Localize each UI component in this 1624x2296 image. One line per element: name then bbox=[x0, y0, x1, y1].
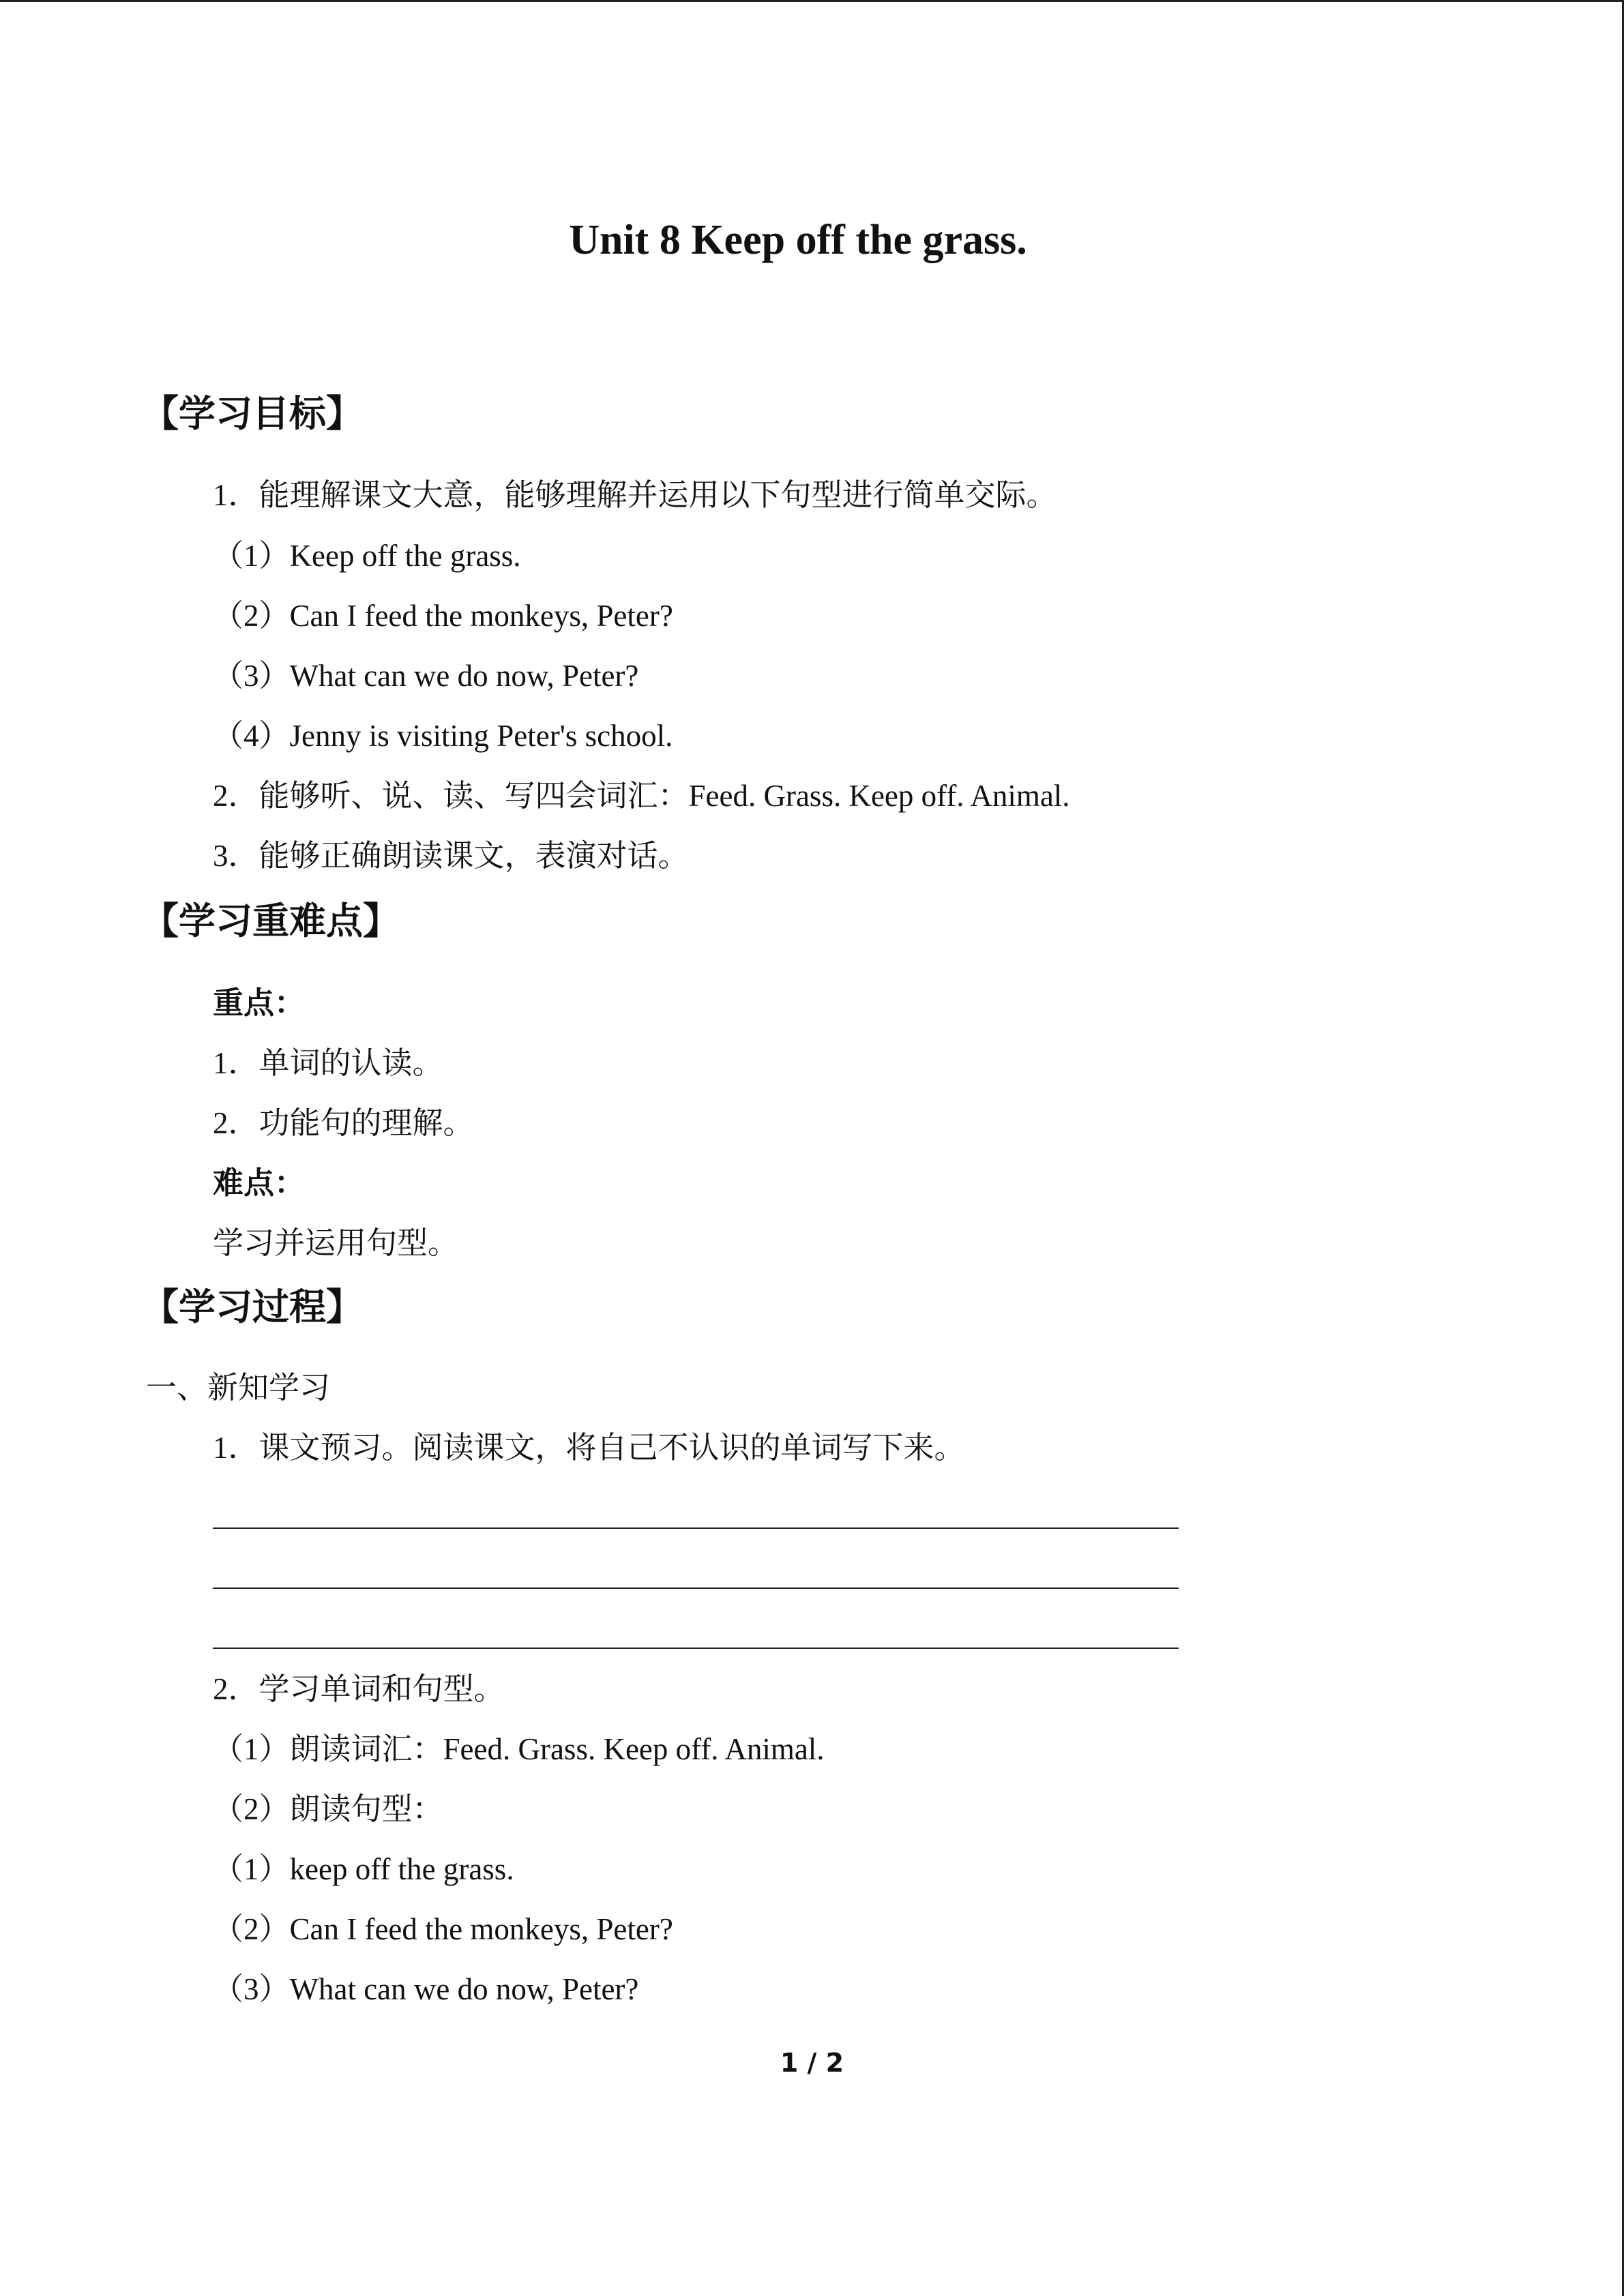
goal-sentence-1: （1）Keep off the grass. bbox=[213, 539, 521, 573]
process-step-2: 2．学习单词和句型。 bbox=[213, 1672, 505, 1706]
answer-line-1[interactable] bbox=[213, 1527, 1179, 1529]
goal-item-1: 1．能理解课文大意，能够理解并运用以下句型进行简单交际。 bbox=[213, 478, 1057, 512]
read-words: （1）朗读词汇：Feed. Grass. Keep off. Animal. bbox=[213, 1732, 825, 1766]
page-number: 1 / 2 bbox=[780, 2048, 844, 2078]
key-item-1: 1．单词的认读。 bbox=[213, 1046, 443, 1080]
practice-sentence-2: （2）Can I feed the monkeys, Peter? bbox=[213, 1912, 673, 1946]
goal-sentence-3: （3）What can we do now, Peter? bbox=[213, 659, 639, 693]
read-sentences-label: （2）朗读句型： bbox=[213, 1792, 443, 1826]
keypoints-heading: 【学习重难点】 bbox=[142, 899, 400, 942]
goal-item-3: 3．能够正确朗读课文，表演对话。 bbox=[213, 839, 689, 873]
practice-sentence-3: （3）What can we do now, Peter? bbox=[213, 1972, 639, 2006]
difficult-label: 难点： bbox=[213, 1165, 306, 1201]
practice-sentence-1: （1）keep off the grass. bbox=[213, 1852, 514, 1886]
process-heading: 【学习过程】 bbox=[142, 1285, 363, 1328]
goal-sentence-4: （4）Jenny is visiting Peter's school. bbox=[213, 719, 673, 753]
process-step-1: 1．课文预习。阅读课文，将自己不认识的单词写下来。 bbox=[213, 1431, 965, 1465]
difficult-item-1: 学习并运用句型。 bbox=[213, 1226, 459, 1260]
goals-heading: 【学习目标】 bbox=[142, 392, 363, 435]
key-label: 重点： bbox=[213, 985, 306, 1021]
answer-line-3[interactable] bbox=[213, 1648, 1179, 1649]
process-part-1: 一、新知学习 bbox=[146, 1371, 331, 1405]
key-item-2: 2．功能句的理解。 bbox=[213, 1106, 474, 1140]
goal-sentence-2: （2）Can I feed the monkeys, Peter? bbox=[213, 599, 673, 633]
goal-item-2: 2．能够听、说、读、写四会词汇：Feed. Grass. Keep off. Animal. bbox=[213, 779, 1070, 813]
answer-line-2[interactable] bbox=[213, 1587, 1179, 1589]
page-title: Unit 8 Keep off the grass. bbox=[569, 217, 1027, 263]
